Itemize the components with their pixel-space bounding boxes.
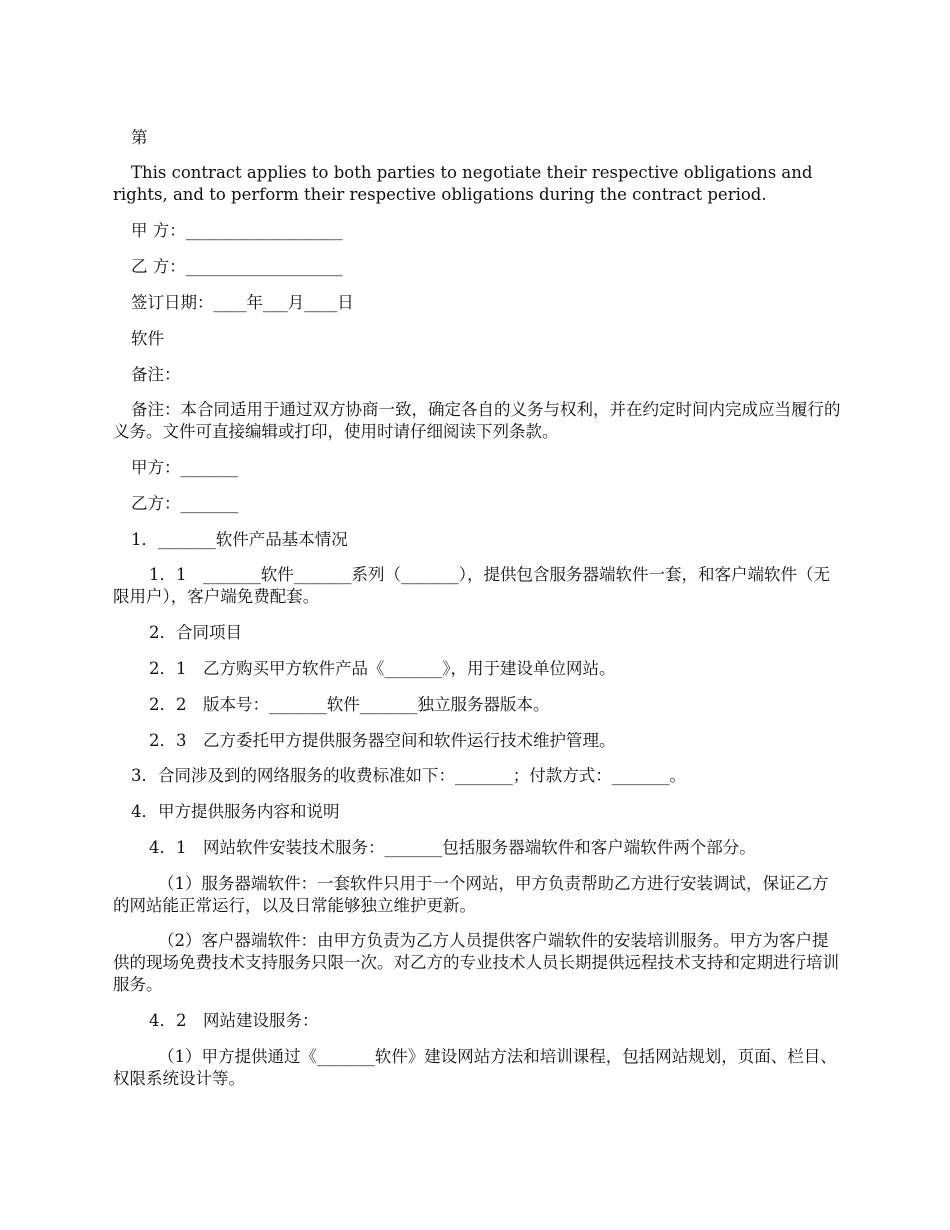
section-2-1: 2．1 乙方购买甲方软件产品《_______》，用于建设单位网站。 (149, 659, 616, 678)
heading-char: 第 (131, 128, 148, 147)
intro-paragraph-en: This contract applies to both parties to negotiate their respective obligations and rights, and to perform their respective obligations during the contract period. (113, 163, 813, 204)
sign-date-line: 签订日期：____年___月____日 (131, 293, 354, 312)
section-4-2-item-1: （1）甲方提供通过《_______软件》建设网站方法和培训课程，包括网站规划，页面、栏目、权限系统设计等。 (113, 1047, 837, 1088)
party-b-line: 乙 方：___________________ (131, 257, 343, 276)
section-3: 3．合同涉及到的网络服务的收费标准如下：_______；付款方式：_______。 (131, 766, 686, 785)
section-2-2: 2．2 版本号：_______软件_______独立服务器版本。 (149, 695, 550, 714)
software-label: 软件 (131, 329, 164, 348)
section-2-3: 2．3 乙方委托甲方提供服务器空间和软件运行技术维护管理。 (149, 731, 616, 750)
section-4: 4．甲方提供服务内容和说明 (131, 802, 340, 821)
party-b-short: 乙方：_______ (131, 494, 239, 513)
party-a-line: 甲 方：___________________ (131, 221, 343, 240)
section-4-1: 4．1 网站软件安装技术服务：_______包括服务器端软件和客户端软件两个部分。 (149, 838, 756, 857)
section-1-1: 1．1 _______软件_______系列（_______），提供包含服务器端软件一套，和客户端软件（无限用户），客户端免费配套。 (113, 565, 830, 606)
section-2: 2．合同项目 (149, 623, 242, 642)
section-4-1-item-1: （1）服务器端软件：一套软件只用于一个网站，甲方负责帮助乙方进行安装调试，保证乙方的网站能正常运行，以及日常能够独立维护更新。 (113, 874, 829, 915)
party-a-short: 甲方：_______ (131, 458, 239, 477)
section-4-1-item-2: （2）客户器端软件：由甲方负责为乙方人员提供客户端软件的安装培训服务。甲方为客户提供的现场免费技术支持服务只限一次。对乙方的专业技术人员长期提供远程技术支持和定期进行培训服务。 (113, 931, 839, 994)
section-1: 1．_______软件产品基本情况 (131, 530, 348, 549)
remark-label: 备注： (131, 365, 181, 384)
remark-paragraph: 备注：本合同适用于通过双方协商一致，确定各自的义务与权利，并在约定时间内完成应当履行的义务。文件可直接编辑或打印，使用时请仔细阅读下列条款。 (113, 400, 841, 441)
section-4-2: 4．2 网站建设服务： (149, 1011, 319, 1030)
